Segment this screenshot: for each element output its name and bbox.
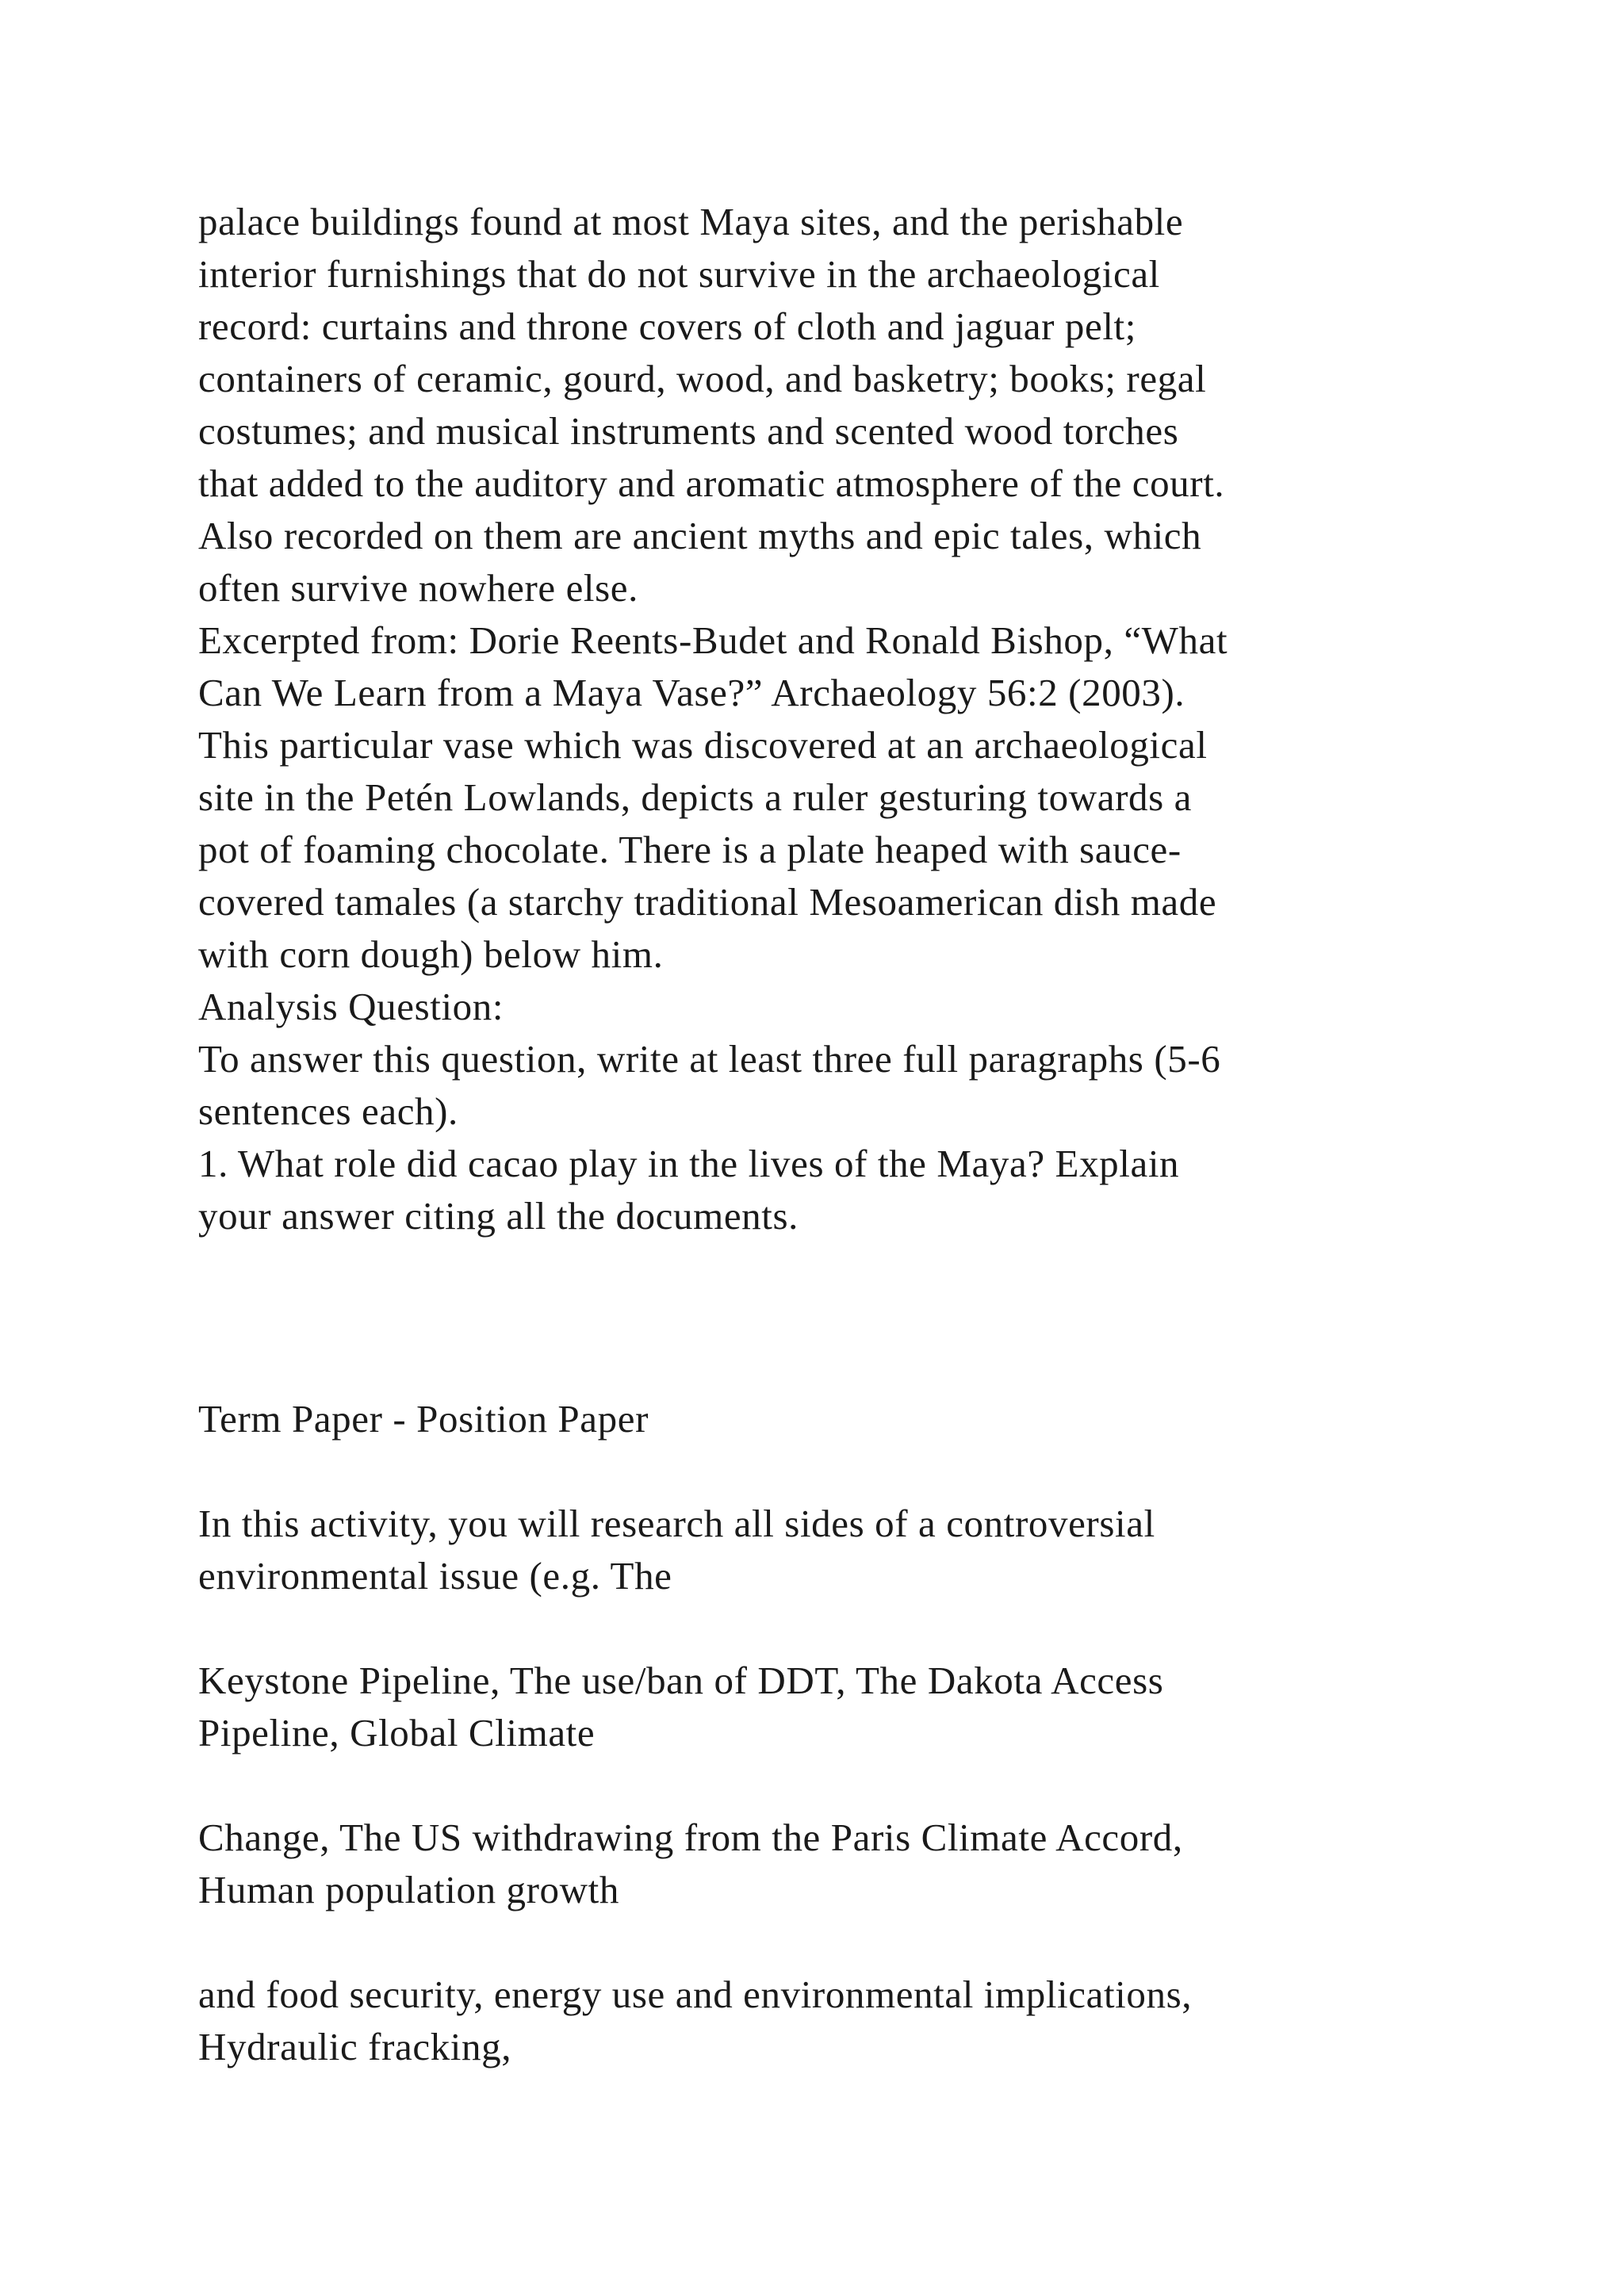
text-line: Keystone Pipeline, The use/ban of DDT, The Dakota Access xyxy=(198,1659,1164,1702)
text-line: Also recorded on them are ancient myths and epic tales, which xyxy=(198,514,1202,557)
text-line: containers of ceramic, gourd, wood, and basketry; books; regal xyxy=(198,357,1207,400)
term-paper-title: Term Paper - Position Paper xyxy=(198,1397,649,1441)
paragraph-gap xyxy=(198,1445,1507,1498)
excerpt-text xyxy=(198,196,1507,1242)
paragraph-gap xyxy=(198,1602,1507,1655)
text-line: that added to the auditory and aromatic atmosphere of the court. xyxy=(198,461,1225,505)
text-line: interior furnishings that do not survive in the archaeological xyxy=(198,252,1160,296)
text-line: pot of foaming chocolate. There is a plate heaped with sauce- xyxy=(198,828,1182,871)
text-line: Hydraulic fracking, xyxy=(198,2025,512,2068)
text-line: covered tamales (a starchy traditional Mesoamerican dish made xyxy=(198,880,1217,924)
text-line: and food security, energy use and environmental implications, xyxy=(198,1973,1193,2016)
question-line: 1. What role did cacao play in the lives of the Maya? Explain xyxy=(198,1142,1180,1185)
text-line: Change, The US withdrawing from the Paris Climate Accord, xyxy=(198,1816,1183,1859)
citation-line: Excerpted from: Dorie Reents-Budet and Ronald Bishop, “What xyxy=(198,618,1228,662)
text-line: site in the Petén Lowlands, depicts a ruler gesturing towards a xyxy=(198,775,1192,819)
analysis-question-heading: Analysis Question: xyxy=(198,985,504,1028)
text-line: Pipeline, Global Climate xyxy=(198,1711,596,1755)
text-line: Human population growth xyxy=(198,1868,619,1911)
text-line: record: curtains and throne covers of cloth and jaguar pelt; xyxy=(198,304,1136,348)
text-line: This particular vase which was discovered at an archaeological xyxy=(198,723,1208,767)
citation-line: Can We Learn from a Maya Vase?” Archaeology 56:2 (2003). xyxy=(198,671,1185,714)
text-line: with corn dough) below him. xyxy=(198,932,664,976)
paragraph-gap xyxy=(198,1916,1507,1969)
text-line: costumes; and musical instruments and scented wood torches xyxy=(198,409,1179,453)
question-line: your answer citing all the documents. xyxy=(198,1194,799,1238)
paragraph-gap xyxy=(198,1759,1507,1812)
instruction-line: sentences each). xyxy=(198,1089,458,1133)
text-line: environmental issue (e.g. The xyxy=(198,1554,672,1598)
text-line: In this activity, you will research all sides of a controversial xyxy=(198,1502,1155,1545)
text-line: palace buildings found at most Maya sites, and the perishable xyxy=(198,200,1184,243)
instruction-line: To answer this question, write at least three full paragraphs (5-6 xyxy=(198,1037,1221,1081)
text-line: often survive nowhere else. xyxy=(198,566,639,610)
term-paper-section xyxy=(198,1393,1507,2073)
